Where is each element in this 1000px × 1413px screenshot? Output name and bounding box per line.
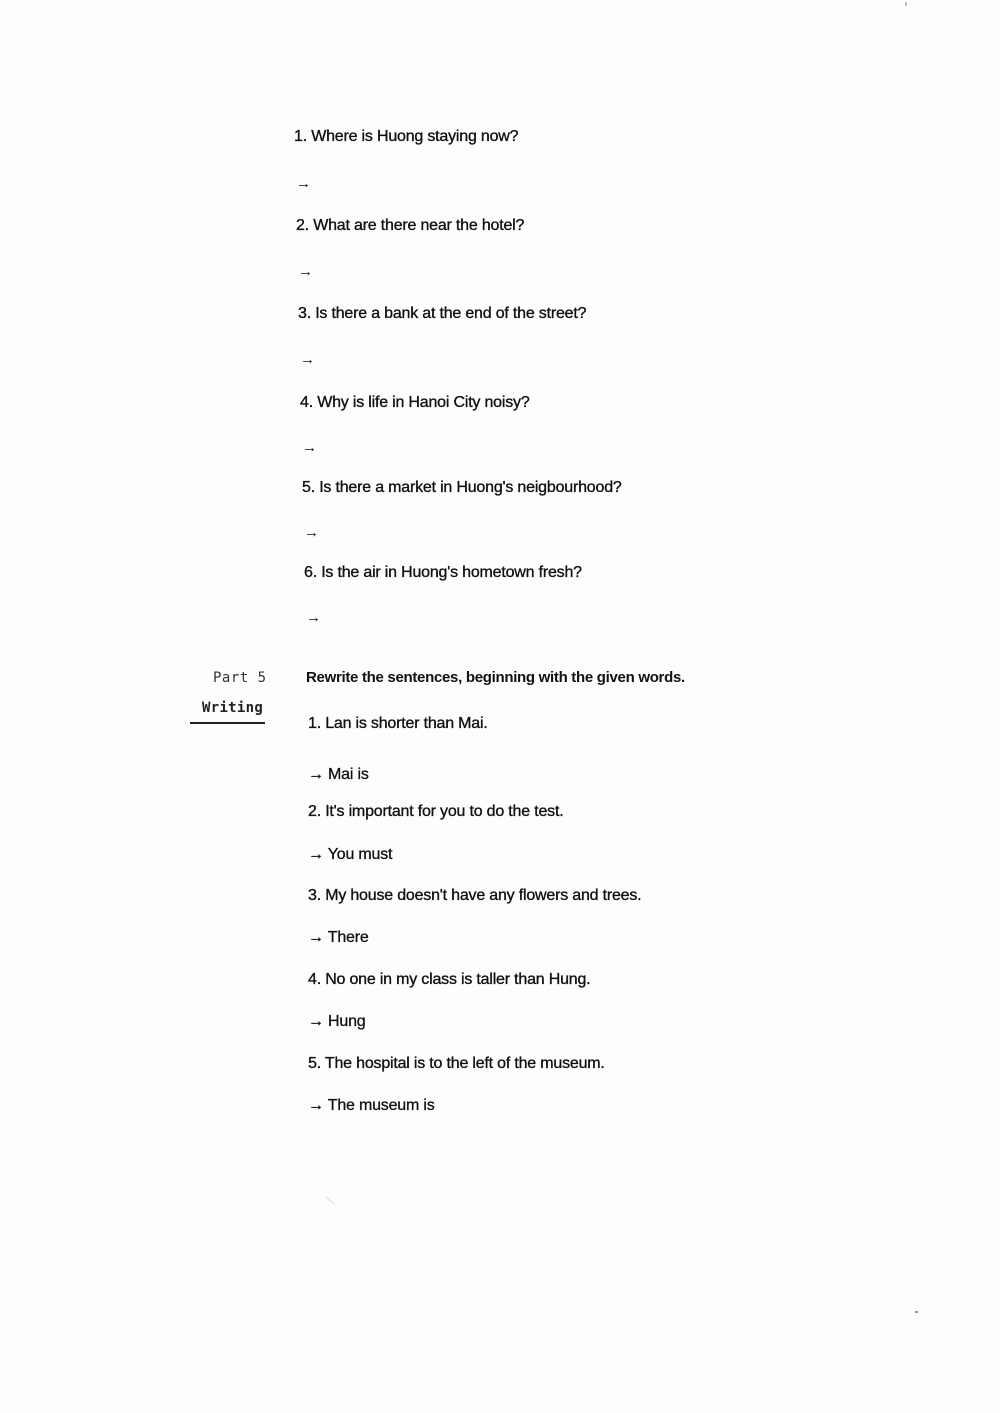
part5-instruction: Rewrite the sentences, beginning with the given words. (306, 669, 685, 686)
answer-line-1: → (296, 175, 311, 192)
scan-speck (915, 1311, 918, 1313)
answer-line-4: → (302, 439, 317, 456)
writing-answer-1: → Mai is (308, 766, 369, 783)
answer-line-6: → (306, 609, 321, 626)
question-4: 4. Why is life in Hanoi City noisy? (300, 394, 530, 411)
writing-answer-4: → Hung (308, 1013, 366, 1030)
section-underline (190, 722, 265, 724)
writing-item-3: 3. My house doesn't have any flowers and trees. (308, 887, 642, 904)
question-6: 6. Is the air in Huong's hometown fresh? (304, 564, 582, 581)
answer-line-2: → (298, 263, 313, 280)
scan-speck (905, 2, 907, 6)
writing-answer-3: → There (308, 929, 369, 946)
part-label: Part 5 (213, 670, 267, 686)
section-label-writing: Writing (202, 700, 264, 716)
question-5: 5. Is there a market in Huong's neigbourhood? (302, 479, 622, 496)
scan-mark (325, 1196, 335, 1204)
writing-item-1: 1. Lan is shorter than Mai. (308, 715, 488, 732)
writing-answer-2: → You must (308, 846, 393, 863)
writing-item-2: 2. It's important for you to do the test. (308, 803, 564, 820)
question-1: 1. Where is Huong staying now? (294, 128, 519, 145)
writing-item-5: 5. The hospital is to the left of the museum. (308, 1055, 605, 1072)
writing-answer-5: → The museum is (308, 1097, 435, 1114)
answer-line-5: → (304, 524, 319, 541)
question-2: 2. What are there near the hotel? (296, 217, 525, 234)
writing-item-4: 4. No one in my class is taller than Hung. (308, 971, 591, 988)
answer-line-3: → (300, 351, 315, 368)
question-3: 3. Is there a bank at the end of the street? (298, 305, 587, 322)
